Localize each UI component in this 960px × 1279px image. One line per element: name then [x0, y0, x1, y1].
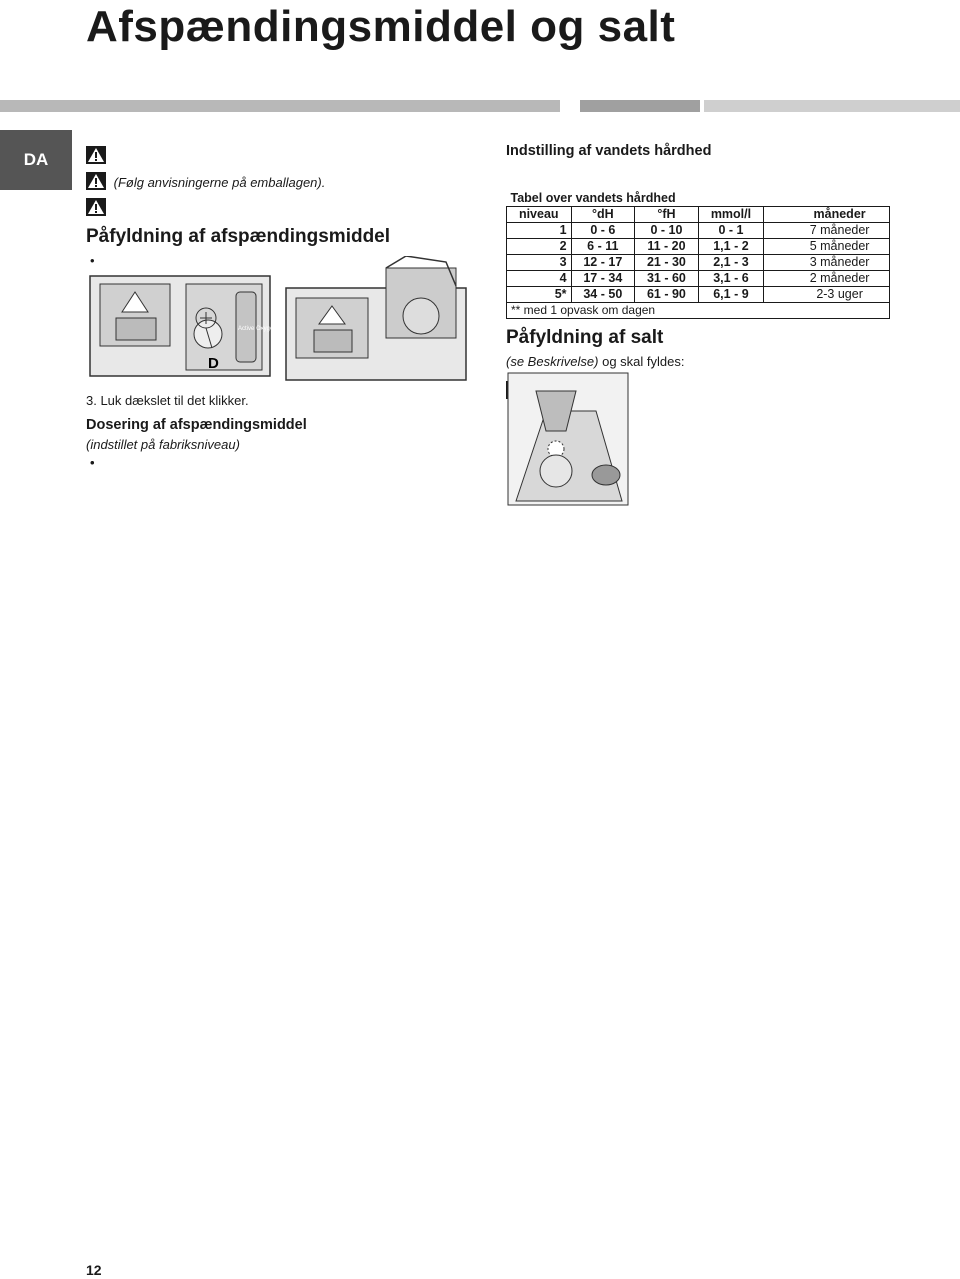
warning-icon — [86, 198, 106, 216]
table-header: måneder — [764, 206, 890, 222]
step-3: 3. Luk dækslet til det klikker. — [86, 393, 249, 408]
table-row: 2 6 - 11 11 - 20 1,1 - 2 5 måneder — [507, 238, 890, 254]
table-row: 4 17 - 34 31 - 60 3,1 - 6 2 måneder — [507, 270, 890, 286]
table-header: niveau — [507, 206, 572, 222]
hardness-table — [506, 166, 890, 319]
table-header: °fH — [635, 206, 699, 222]
table-row: 5* 34 - 50 61 - 90 6,1 - 9 2-3 uger — [507, 286, 890, 302]
warning-text-2c: (Følg anvisningerne på emballagen). — [113, 175, 326, 190]
section-heading-rinse-aid: Påfyldning af afspændingsmiddel — [86, 226, 391, 247]
page-title: Afspændingsmiddel og salt — [86, 2, 676, 51]
dispenser-illustration — [86, 256, 470, 386]
table-notes: ** med 1 opvask om dagen — [507, 302, 890, 318]
section-heading-salt: Påfyldning af salt — [506, 326, 664, 348]
page-number: 12 — [86, 1262, 102, 1278]
section-heading-dosing: Dosering af afspændingsmiddel — [86, 417, 307, 433]
salt-funnel-illustration — [506, 371, 630, 507]
header-bar — [0, 100, 960, 112]
table-row: 3 12 - 17 21 - 30 2,1 - 3 3 måneder — [507, 254, 890, 270]
language-tab: DA — [0, 130, 72, 190]
table-caption: Tabel over vandets hårdhed — [507, 166, 764, 206]
right-column: Indstilling af vandets hårdhed Tabel over vandets hårdhed niveau °dH °fH mmol/l måneder 1 0 - 6 0 - 10 0 - 1 7 måneder 2 6 - 11 11 - 20 1,1 - 2 5 måneder 3 12 - 17 21 - 30 2,1 - 3 3 måneder 4 17 - 34 31 - 60 3,1 - 6 2 måneder 5* 34 - 50 61 - 90 6,1 - 9 2-3 uger ** med 1 opvask om dagen Påfyldning af salt (se Beskrivelse) og skal fyldes: — [506, 142, 890, 401]
table-header: °dH — [571, 206, 635, 222]
warning-icon — [86, 146, 106, 164]
warning-icon — [86, 172, 106, 190]
table-row: 1 0 - 6 0 - 10 0 - 1 7 måneder — [507, 222, 890, 238]
table-autonomy-header — [764, 166, 890, 206]
table-header: mmol/l — [698, 206, 763, 222]
active-oxygen-label: Active Oxygen — [238, 326, 277, 332]
label-d: D — [208, 355, 219, 372]
section-heading-hardness: Indstilling af vandets hårdhed — [506, 143, 712, 159]
left-column: (Følg anvisningerne på emballagen). Påfyldning af afspændingsmiddel Active Oxygen D 3. Luk dækslet til det klikker. Dosering af afspændingsmiddel (indstillet på fabriksniveau) — [86, 146, 470, 454]
